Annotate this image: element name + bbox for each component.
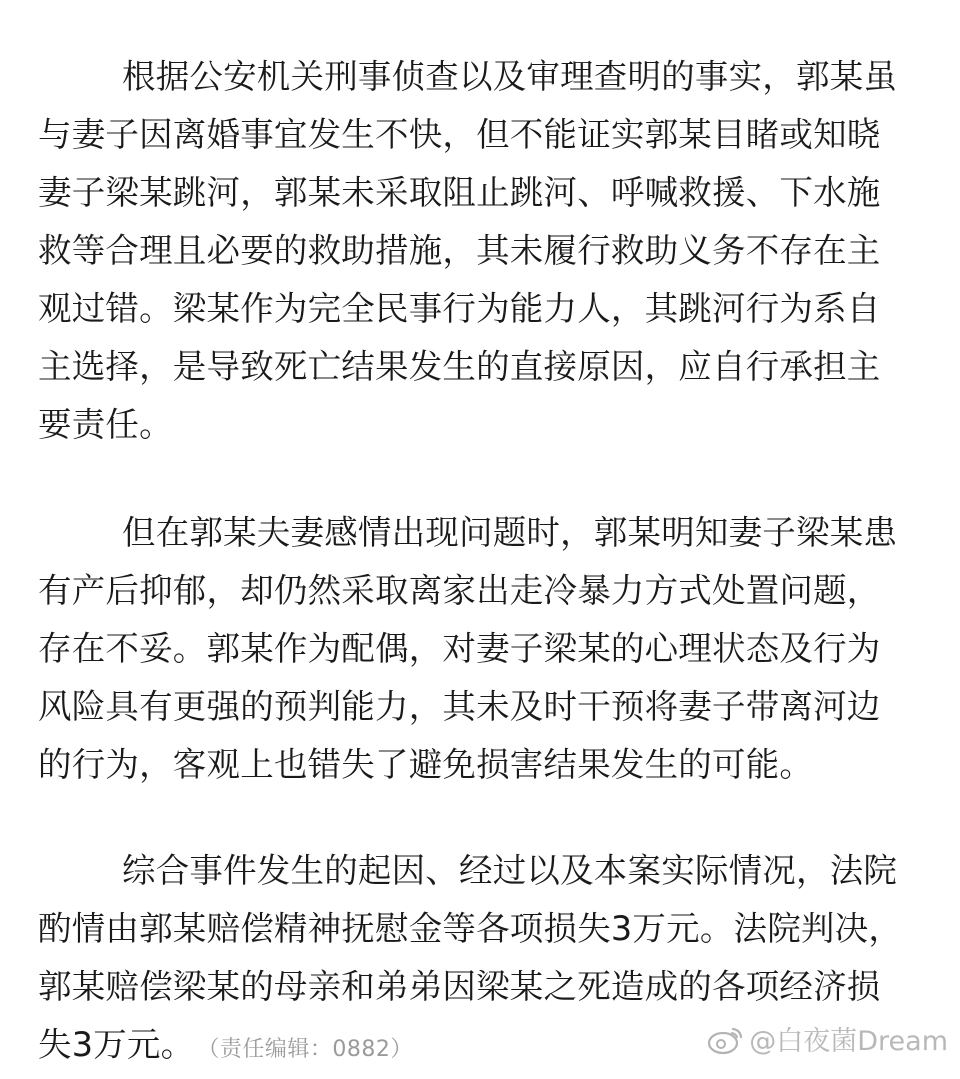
paragraph-line: 救等合理且必要的救助措施，其未履行救助义务不存在主 bbox=[38, 231, 881, 270]
paragraph-line: 郭某赔偿梁某的母亲和弟弟因梁某之死造成的各项经济损 bbox=[38, 967, 881, 1006]
paragraph-line: 妻子梁某跳河，郭某未采取阻止跳河、呼喊救援、下水施 bbox=[38, 173, 881, 212]
article-body bbox=[38, 48, 928, 1079]
paragraph-line: 与妻子因离婚事宜发生不快，但不能证实郭某目睹或知晓 bbox=[38, 115, 881, 154]
paragraph-line: 酌情由郭某赔偿精神抚慰金等各项损失3万元。法院判决， bbox=[38, 909, 903, 948]
paragraph-line: 的行为，客观上也错失了避免损害结果发生的可能。 bbox=[38, 745, 814, 784]
paragraph-line: 有产后抑郁，却仍然采取离家出走冷暴力方式处置问题， bbox=[38, 571, 881, 610]
watermark-text: @白夜菌Dream bbox=[749, 1026, 948, 1057]
weibo-watermark bbox=[707, 1019, 948, 1058]
editor-note: （责任编辑：0882） bbox=[208, 1037, 413, 1062]
paragraph-line: 存在不妥。郭某作为配偶，对妻子梁某的心理状态及行为 bbox=[38, 629, 881, 668]
paragraph-line: 观过错。梁某作为完全民事行为能力人，其跳河行为系自 bbox=[38, 289, 881, 328]
paragraph-line: 但在郭某夫妻感情出现问题时，郭某明知妻子梁某患 bbox=[122, 513, 898, 552]
paragraph-1 bbox=[38, 48, 928, 454]
paragraph-line-text: 失3万元。 bbox=[38, 1025, 195, 1064]
paragraph-2 bbox=[38, 504, 928, 794]
paragraph-line: 主选择，是导致死亡结果发生的直接原因，应自行承担主 bbox=[38, 347, 881, 386]
paragraph-line: 要责任。 bbox=[38, 405, 173, 444]
paragraph-line: 根据公安机关刑事侦查以及审理查明的事实，郭某虽 bbox=[122, 57, 898, 96]
paragraph-line: 综合事件发生的起因、经过以及本案实际情况，法院 bbox=[122, 851, 898, 890]
weibo-icon bbox=[707, 1023, 745, 1055]
paragraph-line: 风险具有更强的预判能力，其未及时干预将妻子带离河边 bbox=[38, 687, 881, 726]
